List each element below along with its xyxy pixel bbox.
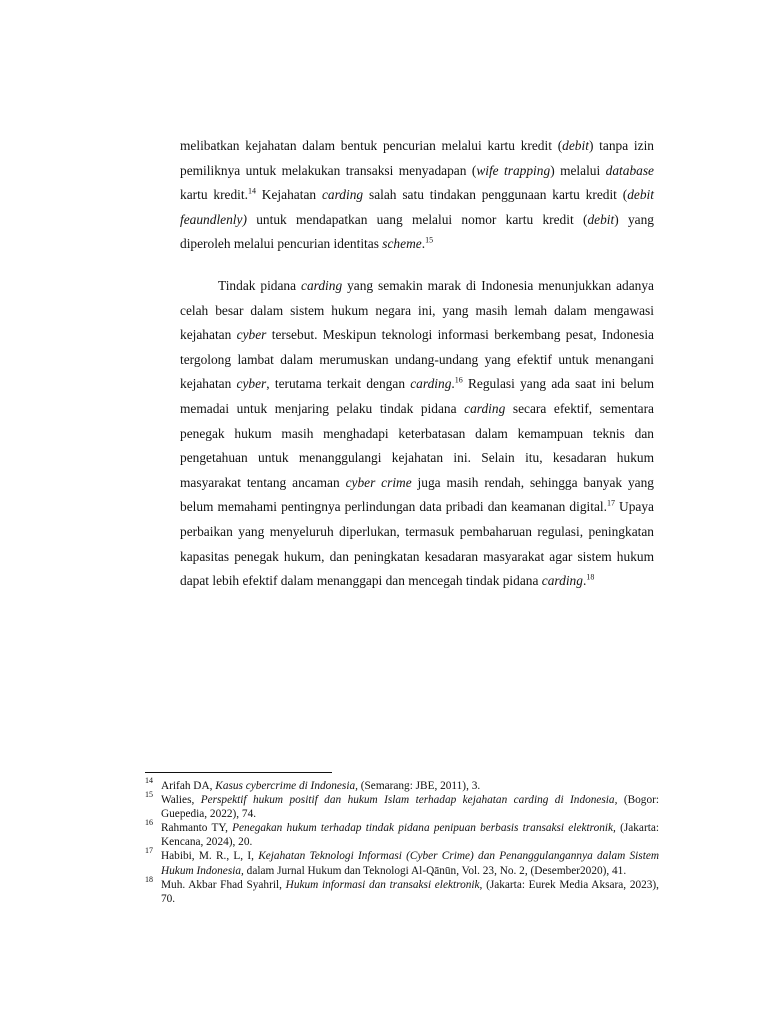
italic-text: Kejahatan Teknologi Informasi (Cyber Crime) dan Penanggulangannya dalam Sistem Hukum Indonesia,: [161, 850, 660, 877]
italic-text: carding: [410, 376, 452, 392]
text-run: (Jakarta: Eurek Media Aksara, 2023), 70.: [161, 878, 660, 905]
text-run: ) tanpa izin pemiliknya untuk melakukan transaksi menyadapan (: [180, 138, 655, 178]
paragraph-1: [180, 134, 654, 257]
text-run: dalam Jurnal Hukum dan Teknologi Al-Qānūn, Vol. 23, No. 2, (Desember2020), 41.: [243, 864, 627, 877]
text-run: Tindak pidana: [218, 277, 301, 293]
text-run: ) yang diperoleh melalui pencurian identitas: [180, 211, 654, 252]
text-run: yang semakin marak di Indonesia menunjukkan adanya celah besar dalam sistem hukum negara ini, yang masih lemah dalam mengawasi kejahatan: [180, 277, 654, 343]
footnote-14: [145, 776, 659, 793]
italic-text: carding: [301, 277, 343, 293]
text-run: .: [451, 376, 455, 392]
footnote-number: 18: [145, 874, 153, 884]
italic-text: cyber: [236, 327, 267, 343]
footnote-text: [161, 822, 659, 848]
paragraph-2: [180, 274, 654, 594]
italic-text: carding: [321, 187, 364, 203]
text-run: ) melalui: [550, 162, 606, 178]
footnote-17: [145, 846, 660, 877]
text-run: juga masih rendah, sehingga banyak yang belum memahami pentingnya perlindungan data pribadi dan keamanan digital.: [180, 474, 654, 515]
footnote-15: [145, 790, 659, 821]
text-run: secara efektif, sementara penegak hukum masih menghadapi keterbatasan dalam kemampuan teknis dan pengetahuan untuk menanggulangi kejahatan ini. Selain itu, kesadaran hukum masyarakat tentang ancaman: [180, 400, 654, 490]
footnotes: [145, 776, 660, 906]
text-run: salah satu tindakan penggunaan kartu kredit (: [363, 187, 628, 203]
text-run: Rahmanto TY,: [161, 822, 233, 835]
text-run: .: [582, 573, 587, 589]
italic-text: Kasus cybercrime di Indonesia,: [215, 780, 358, 792]
footnote-number: 15: [145, 790, 153, 800]
italic-text: carding: [464, 400, 506, 416]
text-run: Muh. Akbar Fhad Syahril,: [161, 878, 286, 891]
footnote-number: 17: [145, 846, 153, 856]
footnote-text: [161, 879, 659, 905]
text-run: Walies,: [161, 794, 201, 807]
text-run: kartu kredit.: [180, 187, 248, 203]
text-run: Upaya perbaikan yang menyeluruh diperlukan, termasuk pembaharuan regulasi, peningkatan kapasitas penegak hukum, dan peningkatan kesadaran masyarakat agar sistem hukum dapat lebih efektif dalam menanggapi dan mencegah tindak pidana: [180, 499, 654, 589]
footnote-ref: 18: [586, 572, 595, 582]
text-run: (Jakarta: Kencana, 2024), 20.: [161, 822, 659, 849]
text-run: (Semarang: JBE, 2011), 3.: [357, 780, 481, 792]
footnote-text: [161, 850, 659, 876]
text-run: (Bogor: Guepedia, 2022), 74.: [161, 794, 659, 821]
footnote-18: [145, 874, 660, 906]
body-text: [180, 134, 654, 594]
footnote-text: [161, 794, 659, 820]
footnote-ref: 17: [606, 498, 615, 508]
italic-text: wife trapping: [476, 162, 551, 178]
italic-text: cyber: [236, 376, 267, 392]
text-run: Arifah DA,: [161, 780, 216, 792]
footnote-text: [161, 780, 480, 792]
footnote-ref: 14: [247, 186, 256, 196]
text-run: Kejahatan: [255, 187, 322, 203]
footnote-ref: 16: [454, 375, 463, 385]
italic-text: scheme: [382, 236, 422, 252]
italic-text: debit: [587, 211, 615, 227]
italic-text: carding: [541, 573, 583, 589]
footnote-number: 14: [145, 776, 153, 785]
text-run: .: [421, 236, 426, 252]
italic-text: cyber crime: [345, 474, 412, 490]
text-run: Regulasi yang ada saat ini belum memadai untuk menjaring pelaku tindak pidana: [180, 376, 654, 416]
text-run: untuk mendapatkan uang melalui nomor kartu kredit (: [246, 211, 588, 227]
italic-text: Penegakan hukum terhadap tindak pidana penipuan berbasis transaksi elektronik,: [232, 822, 616, 835]
footnote-number: 16: [145, 818, 153, 828]
italic-text: database: [605, 162, 654, 178]
footnote-ref: 15: [425, 235, 434, 245]
italic-text: debit feaundlenly): [180, 187, 654, 227]
footnote-separator: [145, 772, 332, 773]
text-run: , terutama terkait dengan: [266, 376, 411, 392]
italic-text: Hukum informasi dan transaksi elektronik,: [285, 878, 483, 891]
italic-text: Perspektif hukum positif dan hukum Islam terhadap kejahatan carding di Indonesia,: [200, 794, 618, 807]
footnote-16: [145, 818, 659, 849]
text-run: Habibi, M. R., L, I,: [161, 850, 259, 863]
text-run: tersebut. Meskipun teknologi informasi berkembang pesat, Indonesia tergolong lambat dalam merumuskan undang-undang yang efektif untuk menangani kejahatan: [180, 327, 654, 392]
text-run: melibatkan kejahatan dalam bentuk pencurian melalui kartu kredit (: [180, 138, 563, 153]
italic-text: debit: [562, 138, 589, 153]
